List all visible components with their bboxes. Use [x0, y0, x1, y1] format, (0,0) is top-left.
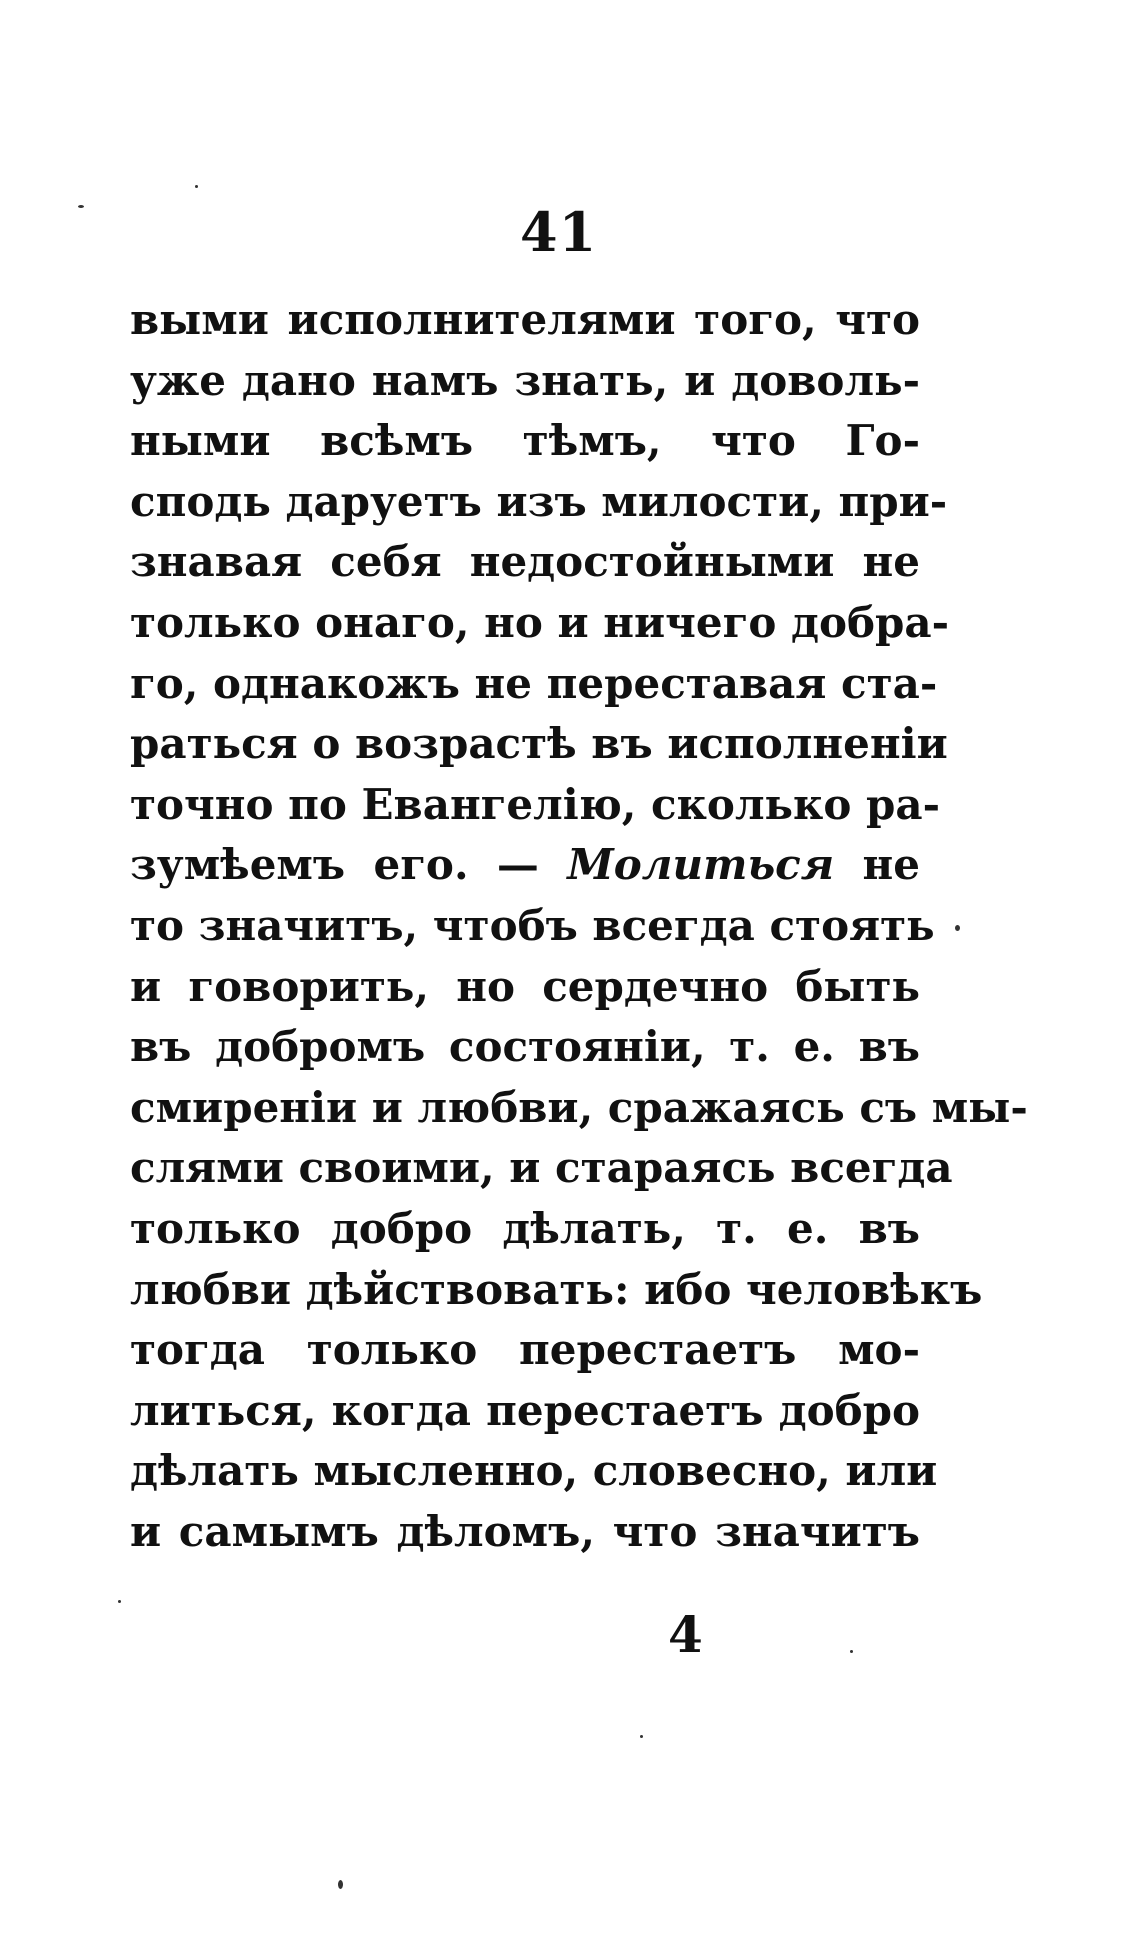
text-line: знавая себя недостойными не: [130, 537, 920, 587]
text-line: слями своими, и стараясь всегда: [130, 1143, 953, 1193]
text-line: уже дано намъ знать, и доволь-: [130, 355, 920, 405]
scan-speck: [78, 205, 84, 208]
body-text: [130, 290, 1028, 1562]
text-line: го, однакожъ не переставая ста-: [130, 658, 938, 708]
scan-speck: [118, 1600, 121, 1603]
text-line: тогда только перестаетъ мо-: [130, 1325, 920, 1375]
text-line: только добро дѣлать, т. е. въ: [130, 1203, 920, 1253]
text-line-with-italic: [130, 835, 920, 896]
text-line: любви дѣйствовать: ибо человѣкъ: [130, 1264, 983, 1314]
text-line: только онаго, но и ничего добра-: [130, 597, 949, 647]
text-line: и говорить, но сердечно быть: [130, 961, 920, 1011]
text-line: выми исполнителями того, что: [130, 295, 920, 344]
signature-mark: 4: [668, 1605, 703, 1664]
text-line: литься, когда перестаетъ добро: [130, 1385, 920, 1435]
text-line: ными всѣмъ тѣмъ, что Го-: [130, 416, 920, 466]
text-line: точно по Евангелію, сколько ра-: [130, 779, 941, 829]
text-line: и самымъ дѣломъ, что значитъ: [130, 1506, 920, 1556]
text-line: въ добромъ состояніи, т. е. въ: [130, 1022, 920, 1072]
text-line: сподь даруетъ изъ милости, при-: [130, 476, 948, 526]
text-line: раться о возрастѣ въ исполненіи: [130, 719, 948, 769]
text-line: дѣлать мысленно, словесно, или: [130, 1446, 938, 1496]
scan-speck: [195, 185, 198, 188]
scan-speck: [640, 1735, 643, 1738]
text-segment: не: [862, 840, 920, 890]
scan-speck: [850, 1650, 853, 1653]
scan-speck: [338, 1880, 343, 1889]
italic-word: Молиться: [567, 840, 835, 890]
page-number: 41: [520, 200, 598, 264]
text-line: смиреніи и любви, сражаясь съ мы-: [130, 1082, 1028, 1132]
text-line: то значитъ, чтобъ всегда стоять: [130, 900, 935, 950]
text-segment: зумѣемъ его. —: [130, 840, 539, 890]
scan-speck: [955, 925, 960, 931]
